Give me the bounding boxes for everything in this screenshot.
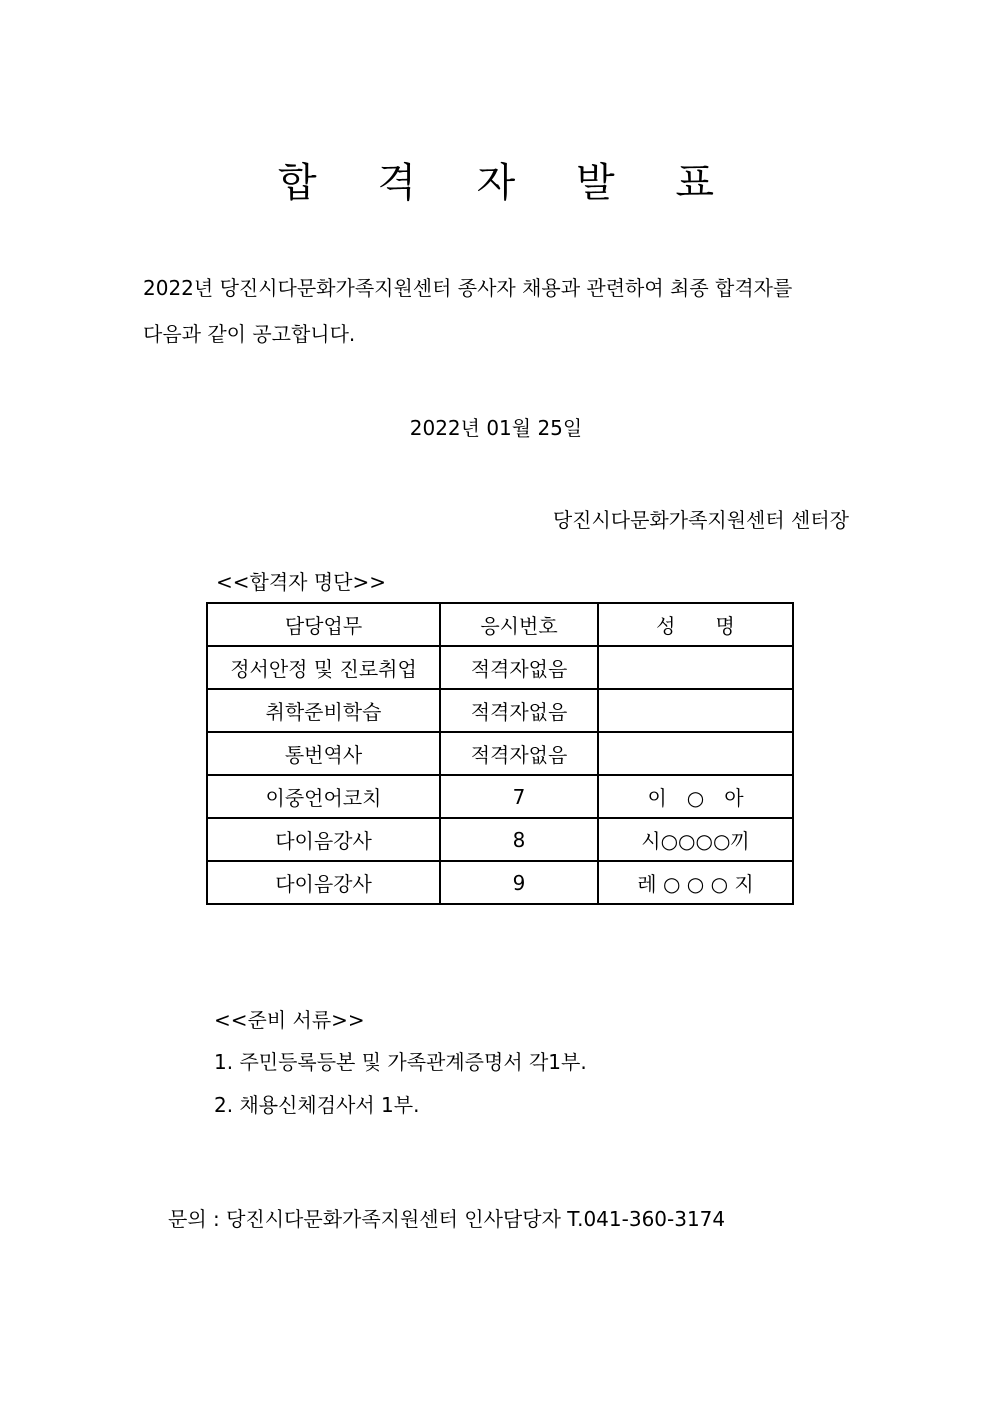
table-row — [207, 732, 793, 775]
cell-duty: 통번역사 — [207, 732, 440, 775]
cell-exam-number: 적격자없음 — [440, 689, 598, 732]
cell-exam-number: 적격자없음 — [440, 646, 598, 689]
column-header-duty: 담당업무 — [207, 603, 440, 646]
cell-exam-number: 9 — [440, 861, 598, 904]
cell-duty: 다이음강사 — [207, 818, 440, 861]
cell-duty: 취학준비학습 — [207, 689, 440, 732]
cell-name: 시○○○○끼 — [598, 818, 793, 861]
cell-exam-number: 적격자없음 — [440, 732, 598, 775]
page-title: 합 격 자 발 표 — [277, 160, 739, 206]
cell-name: 이 ○ 아 — [598, 775, 793, 818]
table-row — [207, 861, 793, 904]
intro-line-1: 2022년 당진시다문화가족지원센터 종사자 채용과 관련하여 최종 합격자를 — [143, 276, 793, 300]
cell-name: 레 ○ ○ ○ 지 — [598, 861, 793, 904]
table-row — [207, 689, 793, 732]
announcement-date: 2022년 01월 25일 — [409, 416, 583, 440]
cell-exam-number: 8 — [440, 818, 598, 861]
cell-exam-number: 7 — [440, 775, 598, 818]
cell-duty: 다이음강사 — [207, 861, 440, 904]
table-header-row — [207, 603, 793, 646]
signer: 당진시다문화가족지원센터 센터장 — [552, 508, 849, 532]
cell-name — [598, 732, 793, 775]
table-row — [207, 775, 793, 818]
contact-info: 문의 : 당진시다문화가족지원센터 인사담당자 T.041-360-3174 — [168, 1207, 726, 1231]
table-row — [207, 818, 793, 861]
column-header-exam-number: 응시번호 — [440, 603, 598, 646]
cell-name — [598, 689, 793, 732]
cell-name — [598, 646, 793, 689]
document-item: 2. 채용신체검사서 1부. — [214, 1093, 420, 1117]
cell-duty: 이중언어코치 — [207, 775, 440, 818]
table-row — [207, 646, 793, 689]
roster-table — [206, 602, 794, 905]
intro-line-2: 다음과 같이 공고합니다. — [143, 322, 356, 346]
roster-heading: <<합격자 명단>> — [216, 570, 386, 594]
cell-duty: 정서안정 및 진로취업 — [207, 646, 440, 689]
document-item: 1. 주민등록등본 및 가족관계증명서 각1부. — [214, 1050, 587, 1074]
documents-heading: <<준비 서류>> — [214, 1008, 365, 1032]
column-header-name: 성 명 — [598, 603, 793, 646]
